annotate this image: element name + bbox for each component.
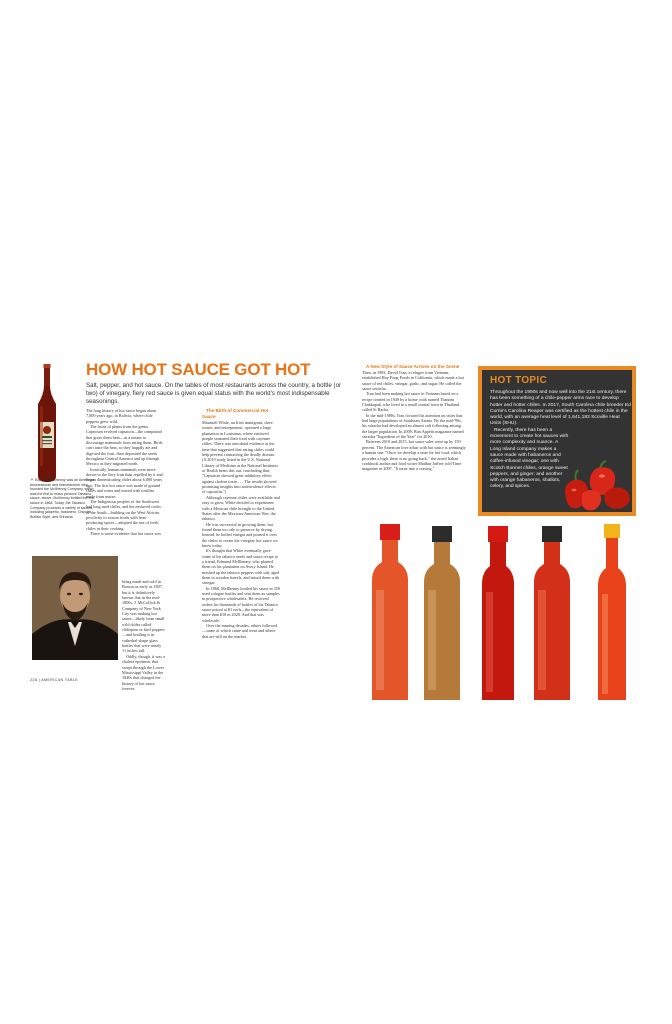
col3-paragraph: Then, in 1983, David Tran, a refugee from Vietnam, established Huy Fong Foods in California, which made a hot sauce of red chiles, vinegar, garlic, and sugar. He called the sauce sriracha. bbox=[362, 370, 464, 392]
col3-paragraph: Between 2010 and 2015, hot sauce sales went up by 150 percent. The American love affair with hot sauce is seemingly a human one. "Once we develop a taste for hot food, which provides a high, there is no going back," she noted Italian cookbook author and food writer Madhur Jaffrey told Time magazine in 2007. "It turns into a craving." bbox=[362, 439, 466, 472]
right-page bbox=[358, 360, 650, 700]
col3-paragraph: In the mid-1980s, Tran focused his attention on cities that had large populations of Southeast Asians. By the mid-'90s, his sriracha had developed an almost cult following among the larger population. In 2009, Bon Appétit magazine named sriracha "Ingredient of the Year" for 2010. bbox=[362, 412, 464, 440]
hot-topic-title: HOT TOPIC bbox=[490, 375, 547, 386]
col1-cont-paragraph: Oddly, though, it was a cholera epidemic that swept through the Lower Mississippi Valley in the 1840s that changed the history of hot sauce forever. bbox=[122, 653, 165, 691]
column-2 bbox=[202, 408, 280, 639]
col1-paragraph: Ironically, human mammals were more drawn to the fiery fruit than repelled by it and began domesticating chiles about 6,000 years ago. The first hot sauce was made of ground chiles and water and mixed with tortillas made from maize. bbox=[86, 466, 163, 499]
caption-text: Edmund McIlhenny was an American businessman and manufacturer who founded the McIlhenny Company, which was the first to mass produce Tabasco sauce, above. McIlhenny bottled the first sauce in 1868. Today, the Tabasco Company produces a variety of sauces, including jalapeño, habanero, Chipotle, Buffalo Style, and Sriracha. bbox=[30, 478, 95, 519]
hot-topic-sidebar bbox=[478, 366, 636, 516]
col2-paragraph: Maunsell White, an Irish immigrant, slave owner, and entrepreneur, operated a large plantation in Louisiana, where enslaved people seasoned their food with cayenne chiles. There was anecdotal evidence at the time that suggested that eating chiles could help prevent contracting the deadly disease. (A 2019 study listed in the U.S. National Library of Medicine at the National Institutes of Health bears this out, concluding that, "Capsaicin showed great inhibitory effect against cholera toxin . . . The results showed promising insights into antivirulence effects of capsaicin.") bbox=[202, 420, 279, 495]
col3-subhead: A New Style of Sauce Arrives on the Scene bbox=[366, 364, 460, 369]
col2-paragraph: Although cayenne chiles were available and easy to grow, White decided to experiment with a Mexican chile brought to the United States after the Mexican-American War: the tabasco. bbox=[202, 494, 280, 522]
col1-cont-paragraph: being made and sold in Boston as early as 1807, but it is definitively known that in the mid-1800s, J. McCollick & Company of New York City was making hot sauce—likely from small wild chiles called chiltepins or bird peppers—and bottling it in cathedral-shape glass bottles that were nearly 11 inches tall. bbox=[122, 579, 165, 654]
col1-paragraph: There is some evidence that hot sauce was bbox=[90, 530, 162, 536]
article-deck: Salt, pepper, and hot sauce. On the tables of most restaurants across the country, a bottle (or two) of vinegary, fiery red sauce is given equal status with the world's most indispensable seasonings. bbox=[86, 382, 342, 405]
article-headline: HOW HOT SAUCE GOT HOT bbox=[86, 360, 311, 379]
col1-paragraph: The fruits of plants from the genus Capsicum evolved capsaicin—the compound that gives them heat—as a means to discourage mammals from eating them. Birds can't taste the heat, so they happily ate and digested the fruit, then deposited the seeds throughout Central America and up through Mexico as they migrated north. bbox=[86, 424, 163, 467]
hot-topic-paragraph: Recently, there has been a movement to create hot sauces with more complexity and nuance. A Long Island company makes a sauce made with habaneros and coffee-infused vinegar; one with Scotch Bonnet chiles, orange sweet peppers, and ginger; and another with orange habaneros, shallots, celery, and spices. bbox=[490, 427, 569, 490]
col2-paragraph: He was successful in growing them, but found them too oily to preserve by drying. Instead, he boiled vinegar and poured it over the chiles to create the vinegary hot sauce we know today. bbox=[202, 521, 278, 548]
col2-subhead: The Birth of Commercial Hot Sauce bbox=[202, 408, 269, 419]
left-page bbox=[22, 360, 342, 691]
hot-topic-paragraph: Throughout the 1990s and now well into the 21st century, there has been something of a chile-pepper arms race to develop hotter and hotter chiles. In 2017, South Carolina chile breeder Ed Currie's Carolina Reaper was certified as the hottest chile in the world, with an average heat level of 1,641,183 Scoville Heat Units (SHU). bbox=[490, 390, 631, 427]
col1-paragraph: The long history of hot sauce began about 7,000 years ago, in Bolivia, where chile peppers grew wild. bbox=[86, 408, 157, 424]
folio-separator: | bbox=[38, 678, 40, 682]
col2-paragraph: It's thought that White eventually gave some of his tabasco seeds and sauce recipe to a friend, Edmund McIlhenny, who planted them on his plantation on Avery Island. He mashed up the tabasco peppers with salt, aged them in wooden barrels, and mixed them with vinegar. bbox=[202, 548, 280, 586]
col2-paragraph: In 1868, McIlhenny bottled his sauce in 350 used cologne bottles and sent them as samples to prospective wholesalers. He received orders for thousands of bottles of his Tabasco sauce priced at $1 each—the equivalent of more than $18 in 2020. And that was wholesale. bbox=[202, 585, 280, 623]
carolina-reaper-peppers-image bbox=[560, 458, 634, 514]
hot-sauce-bottles-image bbox=[362, 520, 644, 700]
mcilhenny-portrait-image bbox=[32, 556, 118, 660]
page-folio bbox=[30, 678, 78, 682]
section-name: AMERICAN TABLE bbox=[41, 678, 79, 682]
column-3 bbox=[362, 364, 466, 472]
column-1-continued bbox=[122, 579, 166, 691]
hot-topic-panel bbox=[482, 370, 632, 512]
tabasco-bottle-image bbox=[32, 364, 62, 484]
col2-paragraph: Over the ensuing decades, others followed—some of which came and went and others that are still on the market. bbox=[202, 623, 278, 639]
col3-paragraph: Tran had been making hot sauce in Vietnam based on a recipe created in 1949 by a home cook named Thanom Chakkapak, who lived in a small coastal town in Thailand called Si Racha. bbox=[362, 391, 460, 413]
page-number: 228 bbox=[30, 678, 38, 682]
column-1 bbox=[86, 408, 164, 536]
caption-triangle-icon: ▼ bbox=[30, 477, 34, 482]
col1-paragraph: The Indigenous peoples of the Southwest had long used chiles, and the enslaved cooks of the South—building on the West African proclivity to season foods with heat-producing spices—adopted the use of fresh chiles in their cooking. bbox=[86, 498, 161, 531]
